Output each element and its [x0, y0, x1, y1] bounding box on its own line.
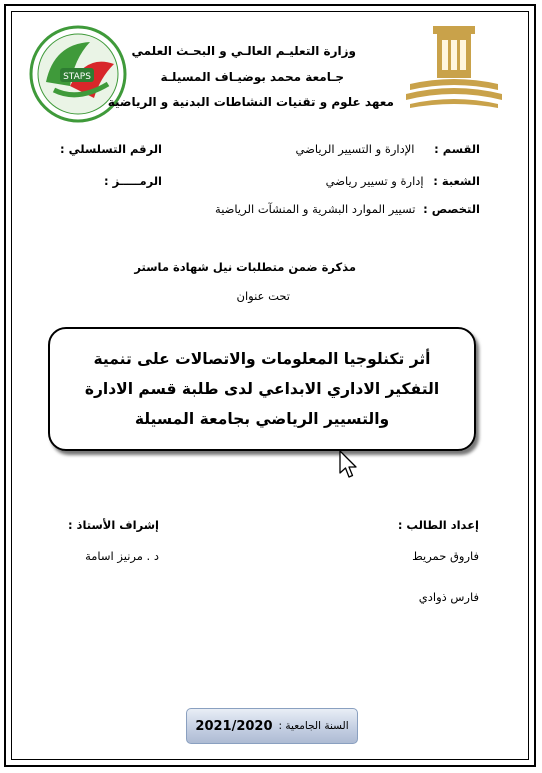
department-label: القسم : [434, 142, 480, 156]
student-name-2: فارس ذوادي [418, 590, 479, 604]
academic-year-box [186, 708, 358, 744]
specialty-label: التخصص : [423, 202, 480, 216]
ministry-name: وزارة التعليـم العالـي و البحـث العلمي [131, 44, 356, 58]
institute-name: معهد علوم و تقنيات النشاطات البدنية و الرياضية [107, 95, 394, 109]
thesis-title: أثر تكنلوجيا المعلومات والاتصالات على تنمية التفكير الاداري الابداعي لدى طلبة قسم الادارة والتسيير الرياضي بجامعة المسيلة [84, 350, 440, 428]
thesis-title-box [48, 327, 476, 451]
department-value: الإدارة و التسيير الرياضي [295, 142, 415, 156]
students-label: إعداد الطالب : [397, 518, 479, 532]
memo-statement: مذكرة ضمن متطلبات نيل شهادة ماستر [134, 260, 356, 274]
university-building-icon [400, 22, 508, 112]
branch-field [326, 174, 480, 188]
academic-year-label: السنة الجامعية : [278, 720, 349, 732]
supervisor-name: د . مرنيز اسامة [85, 549, 159, 563]
academic-year-value: 2021/2020 [195, 718, 273, 734]
svg-text:STAPS: STAPS [63, 72, 91, 82]
department-field [295, 142, 480, 156]
serial-number-label: الرقم التسلسلي : [60, 142, 162, 156]
student-name-1: فاروق حمريط [412, 549, 479, 563]
under-title-label: تحت عنوان [236, 289, 290, 303]
mouse-pointer-icon [338, 449, 360, 481]
supervisor-label: إشراف الأستاذ : [67, 518, 159, 532]
specialty-field [215, 202, 480, 216]
institute-logo [24, 24, 132, 124]
branch-value: إدارة و تسيير رياضي [325, 174, 424, 188]
code-label: الرمـــــز : [104, 174, 162, 188]
specialty-value: تسيير الموارد البشرية و المنشآت الرياضية [215, 202, 416, 216]
branch-label: الشعبة : [433, 174, 480, 188]
university-name: جـامعة محمد بوضيـاف المسيلـة [160, 70, 344, 84]
